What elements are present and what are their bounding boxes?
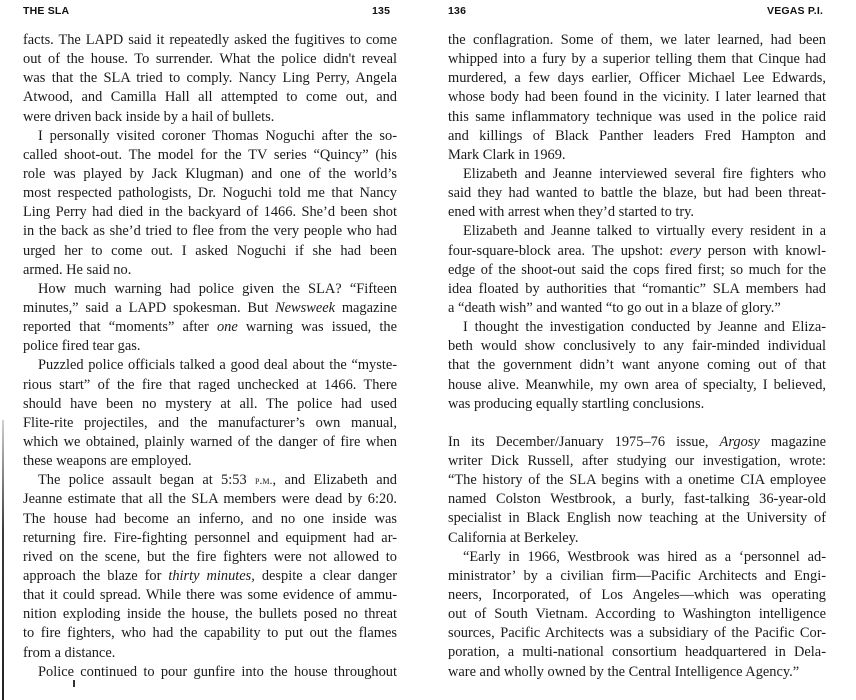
text-line: armed. He said no. (23, 261, 132, 278)
text-line: I thought the investigation conducted by Jeanne and Eliza- (463, 319, 826, 336)
text-line: “The history of the SLA begins with a onetime CIA employee (448, 472, 826, 489)
text-line: approach the blaze for thirty minutes, despite a clear danger (23, 567, 397, 584)
running-head-title: VEGAS P.I. (767, 5, 824, 17)
paragraph (23, 356, 397, 471)
paragraph (23, 280, 397, 357)
text-line: writer Dick Russell, after studying our investigation, wrote: (448, 452, 826, 469)
text-line: The house had become an inferno, and no one inside was (23, 510, 397, 527)
text-line: Elizabeth and Jeanne talked to virtually every resident in a (463, 223, 826, 240)
paragraph (23, 127, 397, 280)
paragraph (23, 31, 397, 127)
text-line: sources, Pacific Architects was a subsidiary of the Pacific Cor- (448, 625, 826, 642)
text-line: minutes,” said a LAPD spokesman. But Newsweek magazine (23, 299, 397, 316)
text-line: ware and wholly owned by the Central Intelligence Agency.” (448, 663, 800, 680)
text-line: that the government didn’t want anyone coming out of that (448, 357, 826, 374)
italic-emphasis: one (216, 319, 238, 336)
text-line: Mark Clark in 1969. (448, 146, 566, 163)
text-line: rived on the scene, but the fire fighters were not allowed to (23, 548, 397, 565)
text-line: beth would show conclusively to any fair-minded individual (448, 338, 826, 355)
paragraph (448, 318, 826, 414)
text-line: named Colston Westbrook, a burly, fast-talking 36-year-old (448, 491, 826, 508)
text-line: that it could spread. While there was some evidence of ammu- (23, 587, 397, 604)
text-line: was that the SLA tried to comply. Nancy Ling Perry, Angela (23, 70, 397, 87)
text-line: rious start” of the fire that raged unchecked at 1466. There (23, 376, 397, 393)
body-text (23, 31, 397, 682)
text-line: whipped into a fury by a superior telling them that Cinque had (448, 51, 826, 68)
text-line: these weapons are employed. (23, 453, 192, 470)
right-page (428, 0, 856, 700)
text-line: in the back as she’d tried to flee from the very people who had (23, 223, 397, 240)
page-number: 135 (372, 5, 391, 17)
text-line: the conflagration. Some of them, we later learned, had been (448, 32, 826, 48)
text-line: poration, a multi-national consortium headquartered in Dela- (448, 644, 826, 661)
small-caps: p.m. (254, 473, 273, 488)
text-line: was producing equally startling conclusions. (448, 395, 705, 412)
text-line: four-square-block area. The upshot: every person with knowl- (448, 242, 826, 259)
text-line: edge of the shoot-out said the cops fired first; so much for the (448, 261, 826, 278)
paragraph (23, 663, 397, 682)
text-line: reported that “moments” after one warning was issued, the (23, 319, 397, 336)
paragraph (448, 548, 826, 682)
italic-emphasis: thirty minutes, (168, 567, 255, 584)
text-line: California at Berkeley. (448, 529, 579, 546)
text-line: facts. The LAPD said it repeatedly asked the fugitives to come (23, 32, 397, 48)
text-line: a “death wish” and wanted “to go out in a blaze of glory.” (448, 299, 781, 316)
text-line: ened with arrest when they’d started to try. (448, 204, 695, 221)
text-line: neers, Incorporated, of Los Angeles—which was operating (448, 586, 826, 603)
text-line: Jeanne estimate that all the SLA members were dead by 6:20. (23, 491, 397, 508)
text-line: idea floated by authorities that “romantic” SLA members had (448, 280, 826, 297)
page-edge-shadow (2, 420, 4, 700)
italic-emphasis: Argosy (719, 433, 760, 450)
text-line: to fire fighters, who had the capability to put out the flames (23, 625, 397, 642)
text-line: said they had wanted to battle the blaze, but had been threat- (448, 185, 826, 202)
text-line: Puzzled police officials talked a good deal about the “myste- (38, 357, 397, 374)
text-line: should have been no mystery at all. The police had used (23, 395, 397, 412)
text-line: out of South Vietnam. According to Washington intelligence (448, 606, 826, 623)
text-line: whose body had been found in the vicinity. I later learned that (448, 89, 826, 106)
text-line: from a distance. (23, 644, 116, 661)
text-line: Atwood, and Camilla Hall all attempted to come out, and (23, 89, 397, 106)
text-line: Ling Perry had died in the backyard of 1466. She’d been shot (23, 204, 397, 221)
italic-emphasis: Newsweek (275, 299, 336, 316)
text-line: I personally visited coroner Thomas Noguchi after the so- (38, 127, 397, 144)
text-line: out of the house. To surrender. What the police didn't reveal (23, 51, 397, 68)
text-line: most respected pathologists, Dr. Noguchi told me that Nancy (23, 185, 397, 202)
print-mark (73, 680, 75, 687)
text-line: which we obtained, plainly warned of the danger of fire when (23, 433, 397, 450)
text-line: and killings of Black Panther leaders Fred Hampton and (448, 127, 826, 144)
text-line: were driven back inside by a hail of bullets. (23, 108, 275, 125)
paragraph (448, 165, 826, 222)
text-line: How much warning had police given the SLA? “Fifteen (38, 280, 397, 297)
text-line: Flite-rite projectiles, and the manufacturer’s own manual, (23, 414, 397, 431)
text-line: murdered, a few days earlier, Officer Michael Lee Edwards, (448, 70, 826, 87)
text-line: Elizabeth and Jeanne interviewed several fire fighters who (463, 165, 826, 182)
paragraph (448, 222, 826, 318)
text-line: “Early in 1966, Westbrook was hired as a ‘personnel ad- (463, 548, 826, 565)
italic-emphasis: every (669, 242, 702, 259)
text-line: nition exploding inside the house, the bullets posed no threat (23, 606, 397, 623)
text-line: this same inflammatory technique was used in the police raid (448, 108, 826, 125)
text-line: ministrator’ by a civilian firm—Pacific Architects and Engi- (448, 567, 826, 584)
running-head-title: THE SLA (23, 5, 70, 17)
text-line: police fired tear gas. (23, 338, 141, 355)
body-text (448, 31, 826, 682)
text-line: Police continued to pour gunfire into the house throughout (38, 663, 397, 680)
text-line: In its December/January 1975–76 issue, Argosy magazine (448, 433, 826, 450)
text-line: role was played by Jack Klugman) and one of the world’s (23, 165, 397, 182)
text-line: returning fire. Fire-fighting personnel and equipment had ar- (23, 529, 397, 546)
text-line: specialist in Black English now teaching at the University of (448, 510, 826, 527)
text-line: called shoot-out. The model for the TV series “Quincy” (his (23, 146, 397, 163)
paragraph (448, 31, 826, 165)
page-number: 136 (448, 5, 467, 17)
paragraph (448, 433, 826, 548)
text-line: house alive. Meanwhile, my own area of specialty, I believed, (448, 376, 826, 393)
text-line: The police assault began at 5:53 p.m., and Elizabeth and (38, 472, 397, 489)
text-line: urged her to come out. I asked Noguchi if she had been (23, 242, 397, 259)
paragraph (23, 471, 397, 662)
